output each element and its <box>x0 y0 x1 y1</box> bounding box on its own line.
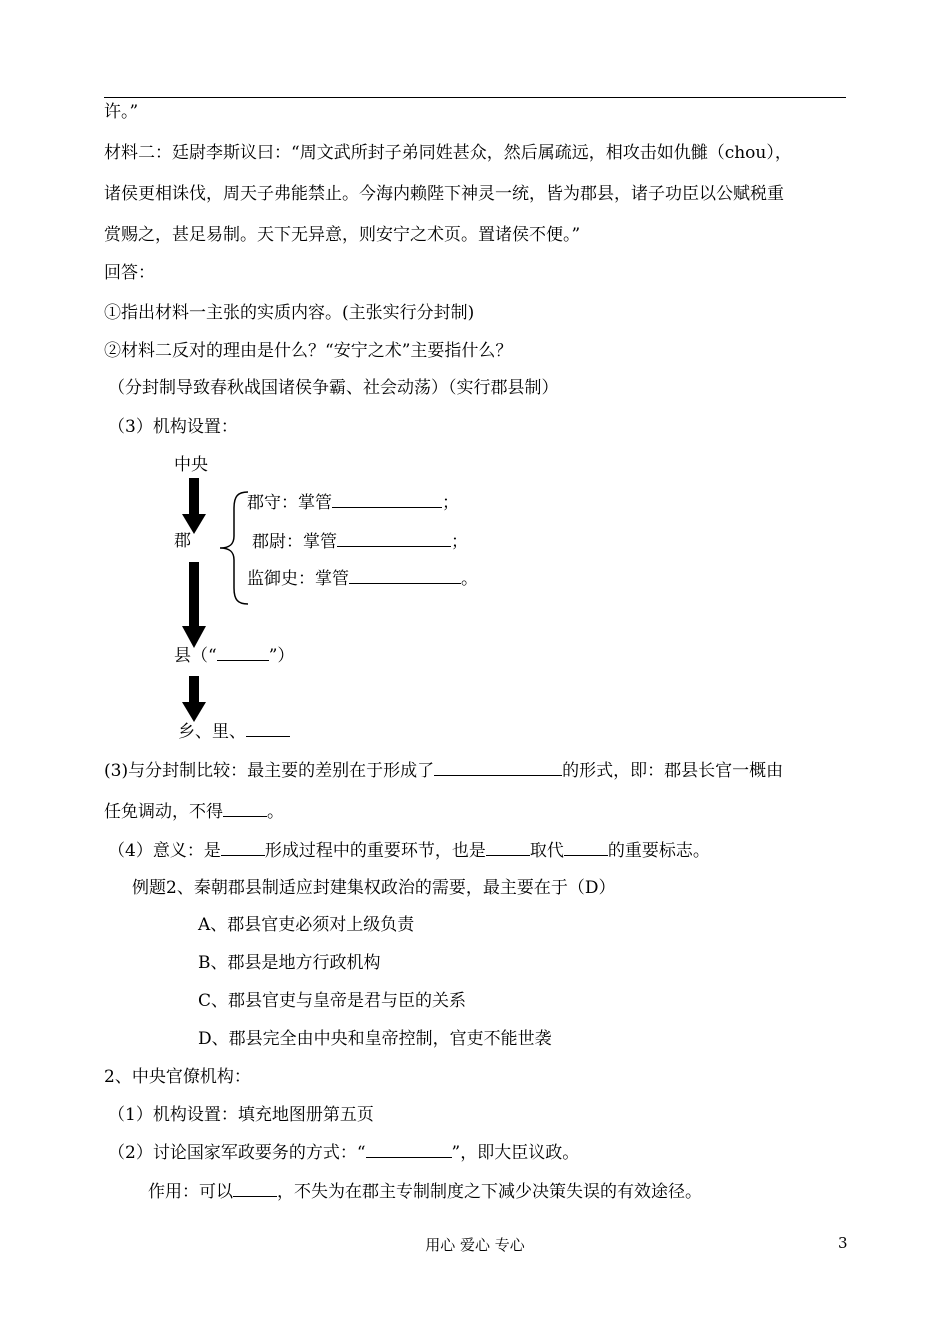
question-stem: 例题2、秦朝郡县制适应封建集权政治的需要，最主要在于（D） <box>132 878 616 898</box>
fill-blank[interactable] <box>434 759 562 776</box>
fill-blank[interactable] <box>332 491 442 508</box>
text-line: 任免调动，不得 。 <box>104 802 284 822</box>
text-line: ②材料二反对的理由是什么？“安宁之术”主要指什么？ <box>104 341 513 361</box>
section-heading: 2、中央官僚机构： <box>104 1067 251 1087</box>
diagram-central: 中央 <box>174 455 208 475</box>
option-b: B、郡县是地方行政机构 <box>198 953 381 973</box>
text-line: （2）讨论国家军政要务的方式：“ ”，即大臣议政。 <box>108 1143 580 1163</box>
diagram-junshou: 郡守：掌管 ； <box>247 493 459 513</box>
arrow-down-icon <box>182 478 206 534</box>
option-d: D、郡县完全由中央和皇帝控制，官吏不能世袭 <box>198 1029 552 1049</box>
text-line: 赏赐之，甚足易制。天下无异意，则安宁之术页。置诸侯不便。” <box>104 225 581 245</box>
diagram-jun: 郡 <box>174 531 191 551</box>
page-number: 3 <box>838 1234 848 1252</box>
diagram-xiang: 乡、里、 <box>178 720 290 743</box>
text-line: （3）机构设置： <box>108 417 238 437</box>
text-line: （1）机构设置：填充地图册第五页 <box>108 1105 374 1125</box>
text-line: 作用：可以 ，不失为在郡主专制制度之下减少决策失误的有效途径。 <box>148 1182 702 1202</box>
header-rule <box>104 97 846 98</box>
fill-blank[interactable] <box>217 644 269 661</box>
fill-blank[interactable] <box>221 839 265 856</box>
diagram-junwei: 郡尉：掌管 ； <box>252 532 468 552</box>
fill-blank[interactable] <box>246 720 290 737</box>
text-line: 诸侯更相诛伐，周天子弗能禁止。今海内赖陛下神灵一统，皆为郡县，诸子功臣以公赋税重 <box>104 184 784 204</box>
fill-blank[interactable] <box>366 1141 452 1158</box>
page-footer: 用心 爱心 专心 <box>425 1236 525 1254</box>
text-line: 材料二：廷尉李斯议曰：“周文武所封子弟同姓甚众，然后属疏远，相攻击如仇雠（chou）， <box>104 143 792 163</box>
arrow-down-icon <box>182 676 206 722</box>
text-line: （4）意义：是 形成过程中的重要环节，也是 取代 的重要标志。 <box>108 841 710 861</box>
option-c: C、郡县官吏与皇帝是君与臣的关系 <box>198 991 467 1011</box>
arrow-down-icon <box>182 562 206 648</box>
fill-blank[interactable] <box>486 839 530 856</box>
fill-blank[interactable] <box>233 1180 277 1197</box>
text-line: (3)与分封制比较：最主要的差别在于形成了 的形式，即：郡县长官一概由 <box>104 761 784 781</box>
diagram-xian: 县（“ ”） <box>174 646 295 666</box>
option-a: A、郡县官吏必须对上级负责 <box>198 915 415 935</box>
text-line: ①指出材料一主张的实质内容。(主张实行分封制) <box>104 303 475 323</box>
text-line: （分封制导致春秋战国诸侯争霸、社会动荡）（实行郡县制） <box>108 378 559 398</box>
fill-blank[interactable] <box>349 567 461 584</box>
diagram-jianyushi: 监御史：掌管 。 <box>247 569 478 589</box>
text-line: 许。” <box>104 102 139 122</box>
fill-blank[interactable] <box>337 530 451 547</box>
text-line: 回答： <box>104 263 155 283</box>
fill-blank[interactable] <box>223 800 267 817</box>
fill-blank[interactable] <box>564 839 608 856</box>
